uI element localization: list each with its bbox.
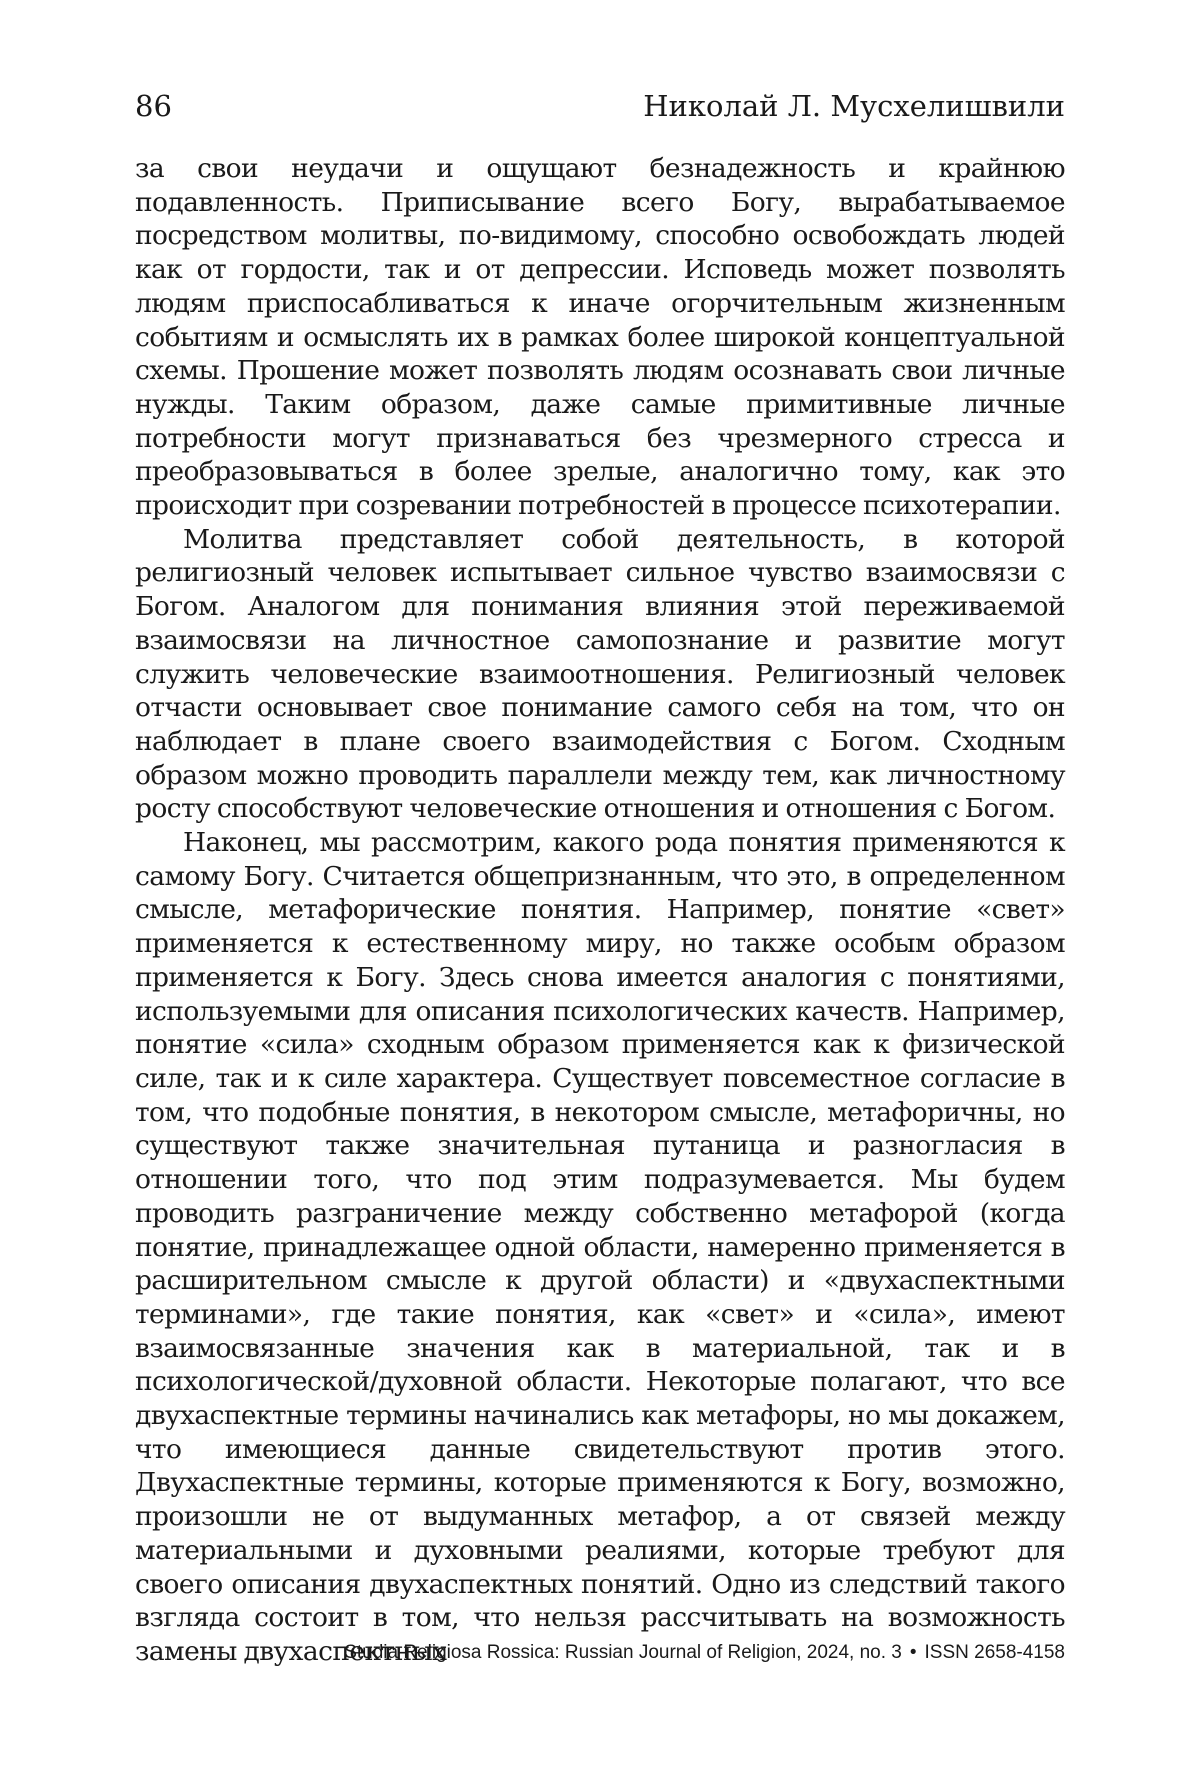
body-text [135,152,1065,1669]
paragraph: Наконец, мы рассмотрим, какого рода понятия применяются к самому Богу. Считается общепризнанным, что это, в определенном смысле, метафорические понятия. Например, понятие «свет» применяется к естественному миру, но также особым образом применяется к Богу. Здесь снова имеется аналогия с понятиями, используемыми для описания психологических качеств. Например, понятие «сила» сходным образом применяется как к физической силе, так и к силе характера. Существует повсеместное согласие в том, что подобные понятия, в некотором смысле, метафоричны, но существуют также значительная путаница и разногласия в отношении того, что под этим подразумевается. Мы будем проводить разграничение между собственно метафорой (когда понятие, принадлежащее одной области, намеренно применяется в расширительном смысле к другой области) и «двухаспектными терминами», где такие понятия, как «свет» и «сила», имеют взаимосвязанные значения как в материальной, так и в психологической/духовной области. Некоторые полагают, что все двухаспектные термины начинались как метафоры, но мы докажем, что имеющиеся данные свидетельствуют против этого. Двухаспектные термины, которые применяются к Богу, возможно, произошли не от выдуманных метафор, а от связей между материальными и духовными реалиями, которые требуют для своего описания двухаспектных понятий. Одно из следствий такого взгляда состоит в том, что нельзя рассчитывать на возможность замены двухаспектных [135,827,1065,1667]
journal-issn: ISSN 2658-4158 [924,1642,1065,1663]
footer-separator: • [909,1642,917,1663]
running-head [135,86,1065,126]
journal-citation: Studia Religiosa Rossica: Russian Journal of Religion, 2024, no. 3 [344,1642,902,1663]
paragraph: Молитва представляет собой деятельность, в которой религиозный человек испытывает сильное чувство взаимосвязи с Богом. Аналогом для понимания влияния этой переживаемой взаимосвязи на личностное самопознание и развитие могут служить человеческие взаимоотношения. Религиозный человек отчасти основывает свое понимание самого себя на том, что он наблюдает в плане своего взаимодействия с Богом. Сходным образом можно проводить параллели между тем, как личностному росту способствуют человеческие отношения и отношения с Богом. [135,523,1065,825]
paragraph: за свои неудачи и ощущают безнадежность и крайнюю подавленность. Приписывание всего Богу, вырабатываемое посредством молитвы, по-видимому, способно освобождать людей как от гордости, так и от депрессии. Исповедь может позволять людям приспосабливаться к иначе огорчительным жизненным событиям и осмыслять их в рамках более широкой концептуальной схемы. Прошение может позволять людям осознавать свои личные нужды. Таким образом, даже самые примитивные личные потребности могут признаваться без чрезмерного стресса и преобразовываться в более зрелые, аналогично тому, как это происходит при созревании потребностей в процессе психотерапии. [135,153,1065,522]
running-head-author: Николай Л. Мусхелишвили [643,89,1065,123]
journal-page [135,0,1065,1780]
journal-footer [344,1640,1065,1666]
page-number: 86 [135,89,172,123]
